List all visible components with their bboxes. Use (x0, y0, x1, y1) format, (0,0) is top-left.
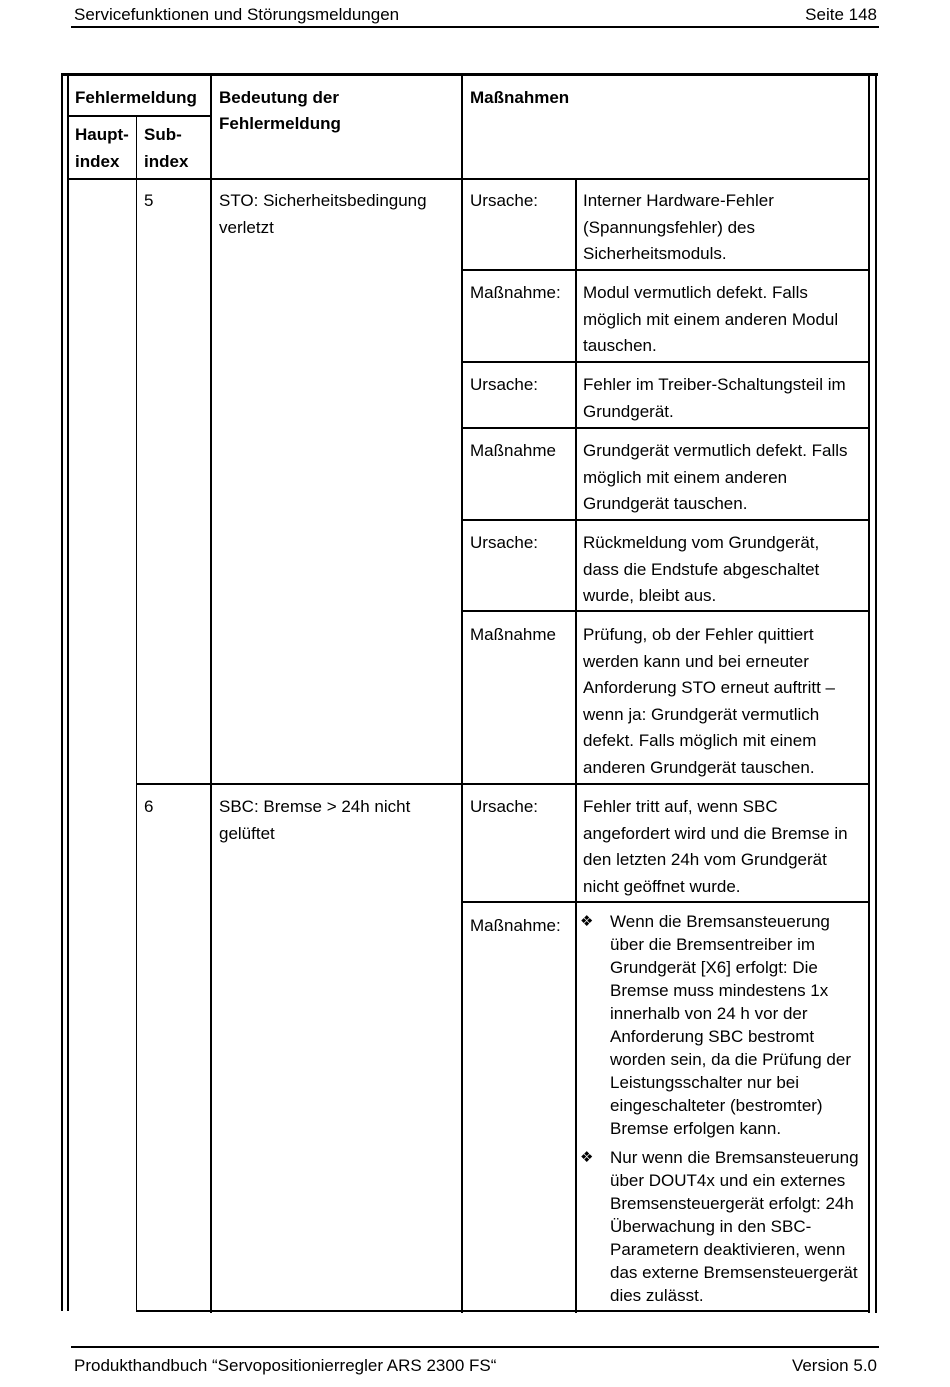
row-text-line: Modul vermutlich defekt. Falls (583, 283, 808, 302)
bullet-text-line: dies zulässt. (610, 1286, 704, 1305)
bullet-text-line: Anforderung SBC bestromt (610, 1027, 815, 1046)
row-label: Ursache: (470, 191, 539, 210)
row-text-line: werden kann und bei erneuter (583, 652, 809, 671)
row-text-line: Fehler tritt auf, wenn SBC (583, 797, 778, 816)
bullet-text-line: das externe Bremsensteuergerät (610, 1263, 858, 1282)
col-subindex-line2: index (144, 152, 189, 171)
subindex-value: 6 (144, 797, 154, 816)
row-text-line: Prüfung, ob der Fehler quittiert (583, 625, 814, 644)
row-text-line: angefordert wird und die Bremse in (583, 824, 848, 843)
col-subindex-line1: Sub- (144, 125, 182, 144)
bullet-text-line: innerhalb von 24 h vor der (610, 1004, 808, 1023)
row-label: Ursache: (470, 797, 539, 816)
meaning-line: verletzt (219, 218, 274, 237)
bullet-text-line: über die Bremsentreiber im (610, 935, 816, 954)
meaning-line: gelüftet (219, 824, 275, 843)
bullet-text-line: Nur wenn die Bremsansteuerung (610, 1148, 859, 1167)
row-label: Maßnahme: (470, 283, 561, 302)
row-label: Ursache: (470, 533, 539, 552)
row-text-line: tauschen. (583, 336, 657, 355)
bullet-text-line: Parametern deaktivieren, wenn (610, 1240, 846, 1259)
row-text-line: Fehler im Treiber-Schaltungsteil im (583, 375, 846, 394)
meaning-line: STO: Sicherheitsbedingung (219, 191, 427, 210)
row-text-line: wurde, bleibt aus. (583, 586, 717, 605)
row-text-line: anderen Grundgerät tauschen. (583, 758, 815, 777)
row-text-line: Interner Hardware-Fehler (583, 191, 774, 210)
row-text-line: Grundgerät. (583, 402, 674, 421)
manual-title: Produkthandbuch “Servopositionierregler ARS 2300 FS“ (74, 1356, 497, 1375)
row-text-line: Sicherheitsmoduls. (583, 244, 727, 263)
row-text-line: (Spannungsfehler) des (583, 218, 756, 237)
page-number: Seite 148 (805, 5, 877, 24)
bullet-text-line: worden sein, da die Prüfung der (610, 1050, 851, 1069)
row-label: Maßnahme: (470, 916, 561, 935)
meaning-line: SBC: Bremse > 24h nicht (219, 797, 411, 816)
bullet-text-line: Bremsensteuergerät erfolgt: 24h (610, 1194, 854, 1213)
bullet-text-line: Überwachung in den SBC- (610, 1217, 812, 1236)
row-text-line: den letzten 24h vom Grundgerät (583, 850, 827, 869)
row-text-line: möglich mit einem anderen (583, 468, 788, 487)
row-label: Maßnahme (470, 625, 556, 644)
col-hauptindex-line2: index (75, 152, 120, 171)
header-rule (71, 26, 879, 28)
row-text-line: Grundgerät vermutlich defekt. Falls (583, 441, 848, 460)
row-text-line: wenn ja: Grundgerät vermutlich (583, 705, 820, 724)
bullet-text-line: über DOUT4x und ein externes (610, 1171, 846, 1190)
row-label: Ursache: (470, 375, 539, 394)
row-text-line: Grundgerät tauschen. (583, 494, 748, 513)
bullet-text-line: Bremse erfolgen kann. (610, 1119, 782, 1138)
subindex-value: 5 (144, 191, 154, 210)
page-header (74, 5, 877, 28)
bullet-text-line: Leistungsschalter nur bei (610, 1073, 800, 1092)
bullet-text-line: Wenn die Bremsansteuerung (610, 912, 830, 931)
col-bedeutung-line1: Bedeutung der (219, 88, 339, 107)
col-massnahmen: Maßnahmen (470, 88, 570, 107)
bullet-diamond-icon: ❖ (580, 1148, 594, 1166)
bullet-text-line: Bremse muss mindestens 1x (610, 981, 829, 1000)
row-text-line: Rückmeldung vom Grundgerät, (583, 533, 820, 552)
row-text-line: dass die Endstufe abgeschaltet (583, 560, 820, 579)
page-footer (74, 1356, 877, 1379)
row-text-line: nicht geöffnet wurde. (583, 877, 741, 896)
document-version: Version 5.0 (791, 1356, 877, 1375)
row-text-line: defekt. Falls möglich mit einem (583, 731, 817, 750)
footer-rule (71, 1346, 879, 1348)
col-hauptindex-line1: Haupt- (75, 125, 129, 144)
bullet-text-line: Grundgerät [X6] erfolgt: Die (610, 958, 818, 977)
section-title: Servicefunktionen und Störungsmeldungen (74, 5, 400, 24)
row-text-line: möglich mit einem anderen Modul (583, 310, 839, 329)
bullet-text-line: eingeschalteter (bestromter) (610, 1096, 823, 1115)
col-bedeutung-line2: Fehlermeldung (219, 114, 341, 133)
row-text-line: Anforderung STO erneut auftritt – (583, 678, 835, 697)
col-fehlermeldung: Fehlermeldung (75, 88, 197, 107)
row-label: Maßnahme (470, 441, 556, 460)
bullet-diamond-icon: ❖ (580, 912, 594, 930)
